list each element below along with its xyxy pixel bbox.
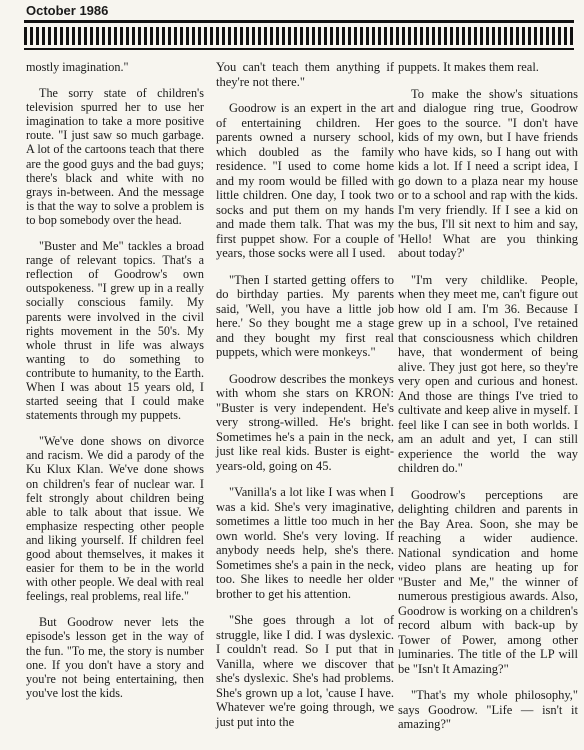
paragraph: "Buster and Me" tackles a broad range of relevant topics. That's a reflection of Goodrow's own outspokeness. "I grew up in a really socially conscious family. My parents were involved in the civil rights movement in the 50's. My whole thrust in life was always wanting to do something to contribute to humanity, to the Earth. When I was about 15 years old, I started seeing that I could make statements through my puppets. bbox=[26, 239, 204, 423]
paragraph: You can't teach them anything if they're not there." bbox=[216, 60, 394, 89]
article-column-2 bbox=[216, 60, 394, 741]
header-rule-top bbox=[24, 20, 574, 23]
article-column-1 bbox=[26, 60, 204, 712]
paragraph: "Then I started getting offers to do birthday parties. My parents said, 'Well, you have a little job here.' So they bought me a stage and they bought my first real puppets, which were monkeys." bbox=[216, 272, 394, 359]
issue-date: October 1986 bbox=[26, 3, 109, 18]
paragraph: "We've done shows on divorce and racism. We did a parody of the Ku Klux Klan. We've done shows on children's fear of nuclear war. I felt strongly about children being able to talk about that issue. We emphasize respecting other people and liking yourself. If children feel good about themselves, it makes it easier for them to be in the world with other people. We deal with real feelings, real problems, real life." bbox=[26, 434, 204, 604]
paragraph: mostly imagination." bbox=[26, 60, 129, 74]
header-rule-bottom bbox=[24, 48, 574, 50]
paragraph: Goodrow is an expert in the art of entertaining children. Her parents owned a nursery school, which doubled as the family residence. "I used to come home and my room would be filled with little children. One day, I took two socks and put them on my hands and made them talk. That was my first puppet show. For a couple of years, those socks were all I used. bbox=[216, 101, 394, 260]
paragraph: The sorry state of children's television spurred her to use her imagination to take a more positive route. "I just saw so much garbage. A lot of the cartoons teach that there are the good guys and the bad guys; there's black and white with no grays in-between. And the message is that the way to solve a problem is to bop somebody over the head. bbox=[26, 86, 204, 227]
paragraph: To make the show's situations and dialogue ring true, Goodrow goes to the source. "I don't have kids of my own, but I have friends who have kids, so I hang out with kids a lot. If I need a script idea, I go down to a plaza near my house or to a school and rap with the kids. I'm very friendly. If I see a kid on the bus, I'll sit next to him and say, 'Hello! What are you thinking about today?' bbox=[398, 86, 578, 260]
paragraph: Goodrow's perceptions are delighting children and parents in the Bay Area. Soon, she may be reaching a wider audience. National syndication and home video plans are heating up for "Buster and Me," the winner of numerous prestigious awards. Also, Goodrow is working on a children's record album with back-up by Tower of Power, among other luminaries. The title of the LP will be "Isn't It Amazing?" bbox=[398, 487, 578, 676]
paragraph: "Vanilla's a lot like I was when I was a kid. She's very imaginative, sometimes a little too much in her own world. She's very loving. If anybody needs help, she's there. Sometimes she's a pain in the neck, too. She likes to needle her older brother to get his attention. bbox=[216, 485, 394, 601]
paragraph: puppets. It makes them real. bbox=[398, 60, 539, 74]
paragraph: "I'm very childlike. People, when they meet me, can't figure out how old I am. I'm 36. Because I grew up in a school, I've retained that consciousness which children have, that wonderment of being alive. They just got here, so they're very open and curious and honest. And those are things I've tried to cultivate and keep alive in myself. I feel like I can see in both worlds. I am an adult and yet, I can still experience the world the way children do." bbox=[398, 272, 578, 475]
header-decorative-band bbox=[24, 27, 574, 45]
paragraph: "She goes through a lot of struggle, like I did. I was dyslexic. I couldn't read. So I put that in Vanilla, where we discover that she's dyslexic. She's had problems. She's grown up a lot, 'cause I have. Whatever we're going through, we just put into the bbox=[216, 613, 394, 729]
paragraph: "That's my whole philosophy," says Goodrow. "Life — isn't it amazing?" bbox=[398, 688, 578, 731]
paragraph: Goodrow describes the monkeys with whom she stars on KRON: "Buster is very independent. He's very strong-willed. He's bright. Sometimes he's a pain in the neck, just like real kids. Buster is eight-years-old, going on 45. bbox=[216, 371, 394, 473]
article-column-3 bbox=[398, 60, 578, 744]
paragraph: But Goodrow never lets the episode's lesson get in the way of the fun. "To me, the story is number one. If you don't have a story and you're not being entertaining, then you've lost the kids. bbox=[26, 615, 204, 700]
